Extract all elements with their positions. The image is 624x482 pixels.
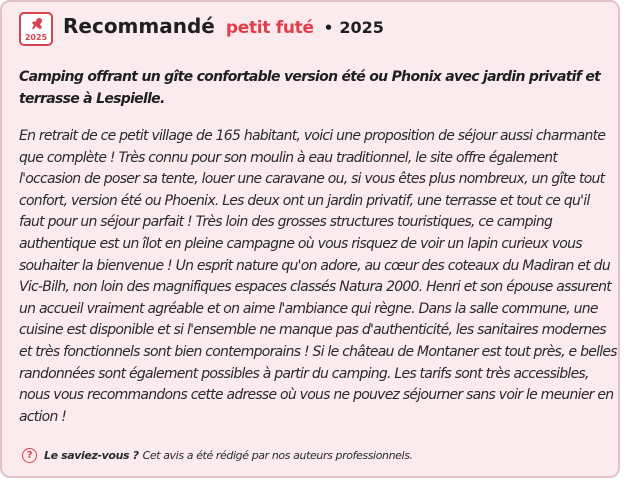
- listing-description: En retrait de ce petit village de 165 habitant, voici une proposition de séjour aussi charmante que complète ! Très connu pour son moulin à eau traditionnel, le site offre également l'occasion de poser sa tente, louer une caravane ou, si vous êtes plus nombreux, un gîte tout confort, version été ou Phoenix. Les deux ont un jardin privatif, une terrasse et tout ce qu'il faut pour un séjour parfait ! Très loin des grosses structures touristiques, ce camping authentique est un îlot en pleine campagne où vous risquez de voir un lapin curieux vous souhaiter la bienvenue ! Un esprit nature qu'on adore, au cœur des coteaux du Madiran et du Vic-Bilh, non loin des magnifiques espaces classés Natura 2000. Henri et son épouse assurent un accueil vraiment agréable et on aime l'ambiance qui règne. Dans la salle commune, une cuisine est disponible et si l'ensemble ne manque pas d'authenticité, les sanitaires modernes et très fonctionnels sont bien contemporains ! Si le château de Montaner est tout près, e belles randonnées sont également possibles à partir du camping. Les tarifs sont très accessibles, nous vous recommandons cette adresse où vous ne pouvez séjourner sans voir le meunier en action !: [19, 128, 617, 425]
- brand-logo-text: petit futé: [225, 18, 314, 38]
- separator-dot: •: [323, 19, 334, 37]
- did-you-know-footer: [22, 448, 413, 463]
- recommended-label: Recommandé: [63, 14, 215, 38]
- did-you-know-text: Cet avis a été rédigé par nos auteurs professionnels.: [142, 449, 413, 462]
- recommended-badge: [19, 12, 53, 46]
- badge-year: 2025: [24, 33, 48, 42]
- listing-subtitle: Camping offrant un gîte confortable version été ou Phonix avec jardin privatif et terrasse à Lespielle.: [19, 69, 601, 107]
- card-header: [63, 14, 384, 38]
- question-circle-icon: ?: [22, 448, 37, 463]
- did-you-know-label: Le saviez-vous ?: [44, 449, 139, 462]
- header-year: 2025: [339, 18, 384, 37]
- squirrel-icon: [30, 17, 44, 33]
